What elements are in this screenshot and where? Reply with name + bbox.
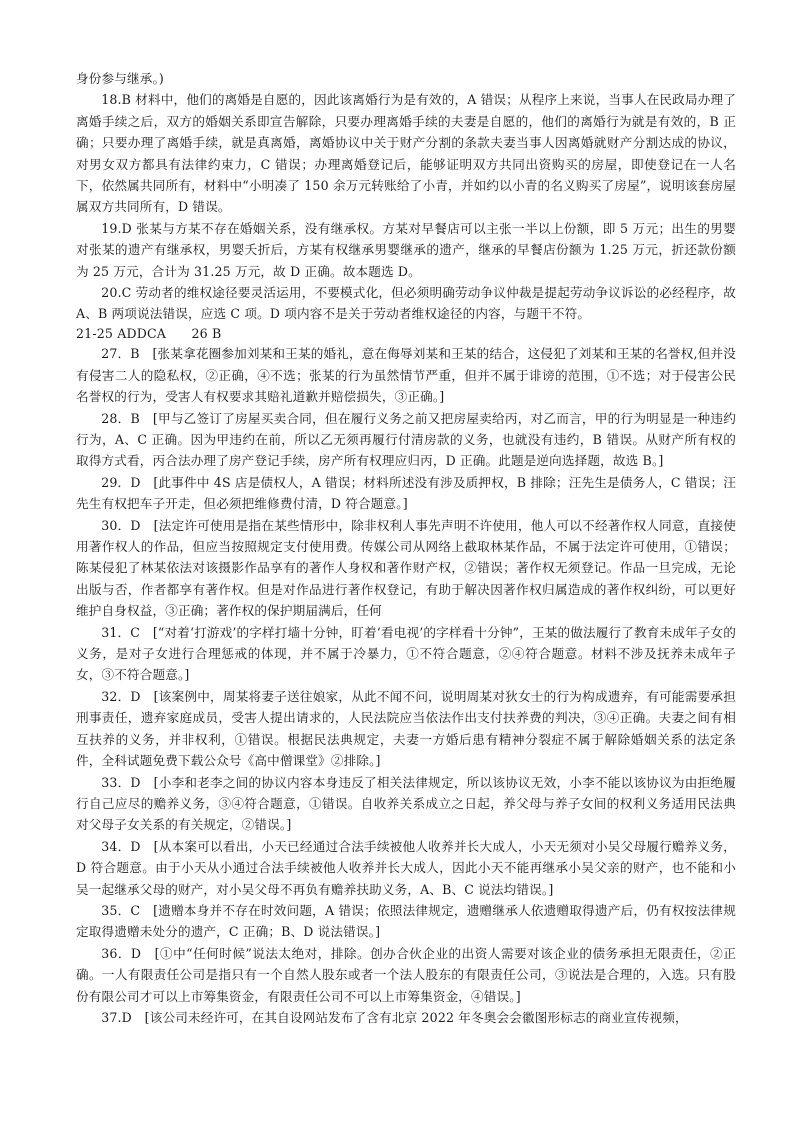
- paragraph-continuation: 身份参与继承。): [76, 71, 164, 86]
- answer-21-26: 21-25 ADDCA 26 B: [76, 325, 222, 341]
- answer-28: 28．B [甲与乙签订了房屋买卖合同，但在履行义务之前又把房屋卖给丙，对乙而言，甲的行为明显是一种违约行为，A、C 正确。因为甲违约在前，所以乙无须再履行付清房款的义务，也就没有违约，B 错误。从财产所有权的取得方式看，丙合法办理了房产登记手续，房产所有权理应归丙，D 正确。此题是逆向选择题，故选 B。]: [76, 410, 736, 469]
- answer-30: 30．D [法定许可使用是指在某些情形中，除非权利人事先声明不许使用，他人可以不经著作权人同意，直接使用著作权人的作品，但应当按照规定支付使用费。传媒公司从网络上截取林某作品，不属于法定许可使用，①错误；陈某侵犯了林某依法对该摄影作品享有的著作人身权和著作财产权，②错误；著作权无须登记。作品一旦完成，无论出版与否，作者都享有著作权。但是对作品进行著作权登记，有助于解决因著作权归属造成的著作权纠纷，可以更好维护自身权益，③正确；著作权的保护期届满后，任何: [76, 517, 736, 619]
- answer-18: 18.B 材料中，他们的离婚是自愿的，因此该离婚行为是有效的，A 错误；从程序上来说，当事人在民政局办理了离婚手续之后，双方的婚姻关系即宣告解除，只要办理离婚手续的夫妻是自愿的，他们的离婚行为就是有效的，B 正确；只要办理了离婚手续，就是真离婚，离婚协议中关于财产分割的条款夫妻当事人因离婚就财产分割达成的协议，对男女双方都具有法律约束力，C 错误；办理离婚登记后，能够证明双方共同出资购买的房屋，即使登记在一人名下，依然属共同所有，材料中“小明凑了 150 余万元转账给了小青，并如约以小青的名义购买了房屋”，说明该套房屋属双方共同所有，D 错误。: [76, 92, 736, 215]
- answer-32: 32．D [该案例中，周某将妻子送往娘家，从此不闻不问，说明周某对狄女士的行为构成遗弃，有可能需要承担刑事责任，遗弃家庭成员，受害人提出请求的，人民法院应当依法作出支付扶养费的判决，③④正确。夫妻之间有相互扶养的义务，并非权利，①错误。根据民法典规定，夫妻一方婚后患有精神分裂症不属于解除婚姻关系的法定条件，全科试题免费下载公众号《高中僧课堂》②排除。]: [76, 688, 736, 769]
- answer-34: 34．D [从本案可以看出，小天已经通过合法手续被他人收养并长大成人，小天无须对小吴父母履行赡养义务，D 符合题意。由于小天从小通过合法手续被他人收养并长大成人，因此小天不能再继承小吴父亲的财产，也不能和小吴一起继承父母的财产，对小吴父母不再负有赡养扶助义务，A、B、C 说法均错误。]: [76, 838, 736, 897]
- answer-20: 20.C 劳动者的维权途径要灵活运用，不要模式化，但必须明确劳动争议仲裁是提起劳动争议诉讼的必经程序，故 A、B 两项说法错误，应选 C 项。D 项内容不是关于劳动者维权途径的内容，与题干不符。: [76, 285, 736, 322]
- answer-31: 31．C [“对着‘打游戏’的字样打墙十分钟，盯着‘看电视’的字样看十分钟”，王某的做法履行了教育未成年子女的义务，是对子女进行合理惩戒的体现，并不属于冷暴力，①不符合题意，②④符合题意。材料不涉及抚养未成年子女，③不符合题意。]: [76, 624, 736, 683]
- answer-33: 33．D [小李和老李之间的协议内容本身违反了相关法律规定，所以该协议无效，小李不能以该协议为由拒绝履行自己应尽的赡养义务，③④符合题意，①错误。自收养关系成立之日起，养父母与养子女间的权利义务适用民法典对父母子女关系的有关规定，②错误。]: [76, 774, 736, 833]
- answer-29: 29．D [此事件中 4S 店是债权人，A 错误；材料所述没有涉及质押权，B 排除；汪先生是债务人，C 错误；汪先生有权把车子开走，但必须把维修费付清，D 符合题意。]: [76, 474, 736, 512]
- answer-27: 27．B [张某拿花圈参加刘某和王某的婚礼，意在侮辱刘某和王某的结合，这侵犯了刘某和王某的名誉权,但并没有侵害二人的隐私权，②正确，④不选；张某的行为虽然情节严重，但并不属于诽谤的范围，①不选；对于侵害公民名誉权的行为，受害人有权要求其赔礼道歉并赔偿损失，③正确。]: [76, 346, 736, 405]
- answer-36: 36．D [①中“任何时候”说法太绝对，排除。创办合伙企业的出资人需要对该企业的债务承担无限责任，②正确。一人有限责任公司是指只有一个自然人股东或者一个法人股东的有限责任公司，③说法是合理的，入选。只有股份有限公司才可以上市筹集资金，有限责任公司不可以上市筹集资金，④错误。]: [76, 945, 736, 1004]
- answer-35: 35．C [遗赠本身并不存在时效问题，A 错误；依照法律规定，遗赠继承人依遗赠取得遗产后，仍有权按法律规定取得遗赠未处分的遗产，C 正确；B、D 说法错误。]: [76, 902, 736, 940]
- answer-37: 37.D [该公司未经许可，在其自设网站发布了含有北京 2022 年冬奥会会徽图形标志的商业宣传视频，: [101, 1009, 688, 1025]
- answer-19: 19.D 张某与方某不存在婚姻关系，没有继承权。方某对早餐店可以主张一半以上份额，即 5 万元；出生的男婴对张某的遗产有继承权，男婴夭折后，方某有权继承男婴继承的遗产，继承的早餐店份额为 1.25 万元，折还款份额为 25 万元，合计为 31.25 万元，故 D 正确。故本题选 D。: [76, 220, 736, 279]
